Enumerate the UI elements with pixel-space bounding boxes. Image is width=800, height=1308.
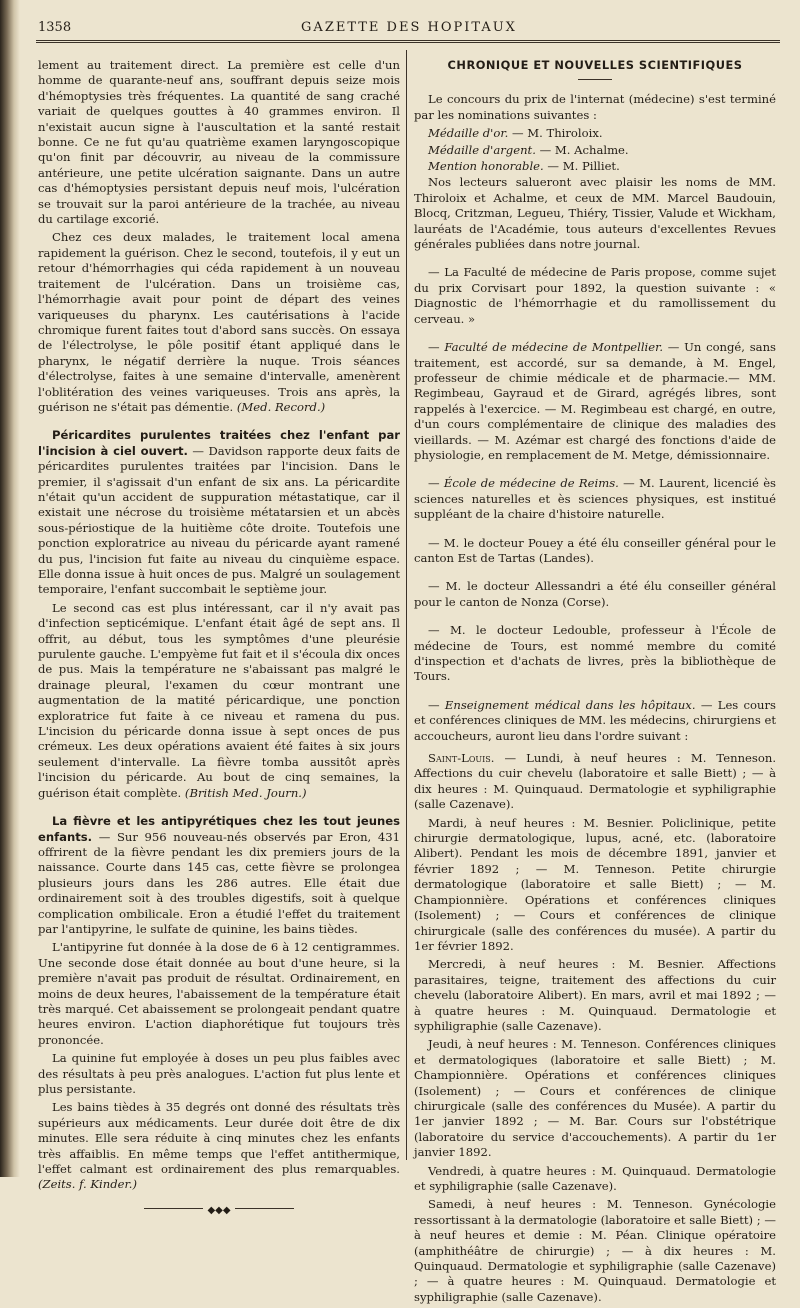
schedule-entry: Mercredi, à neuf heures : M. Besnier. Affections parasitaires, teigne, traitement des affections du cuir chevelu (laboratoire Alibert). En mars, avril et mai 1892 ; — à quatre heures : M. Quinquaud. Dermatologie et syphiligraphie (salle Cazenave). xyxy=(414,957,776,1033)
paragraph: lement au traitement direct. La première est celle d'un homme de quarante-neuf ans, souffrant depuis seize mois d'hémoptysies très fréquentes. La quantité de sang craché variait de quelques gouttes à 40 grammes environ. Il n'existait aucun signe à l'auscultation et la santé restait bonne. Ce ne fut qu'au quatrième examen laryngoscopique qu'on finit par découvrir, au niveau de la commissure antérieure, une petite ulcération saignante. Dans un autre cas d'hémoptysies persistant depuis neuf mois, l'ulcération se trouvait sur la paroi antérieure de la trachée, au niveau du cartilage excorié. xyxy=(38,58,400,227)
news-item: — École de médecine de Reims. — M. Laurent, licencié ès sciences naturelles et ès sciences physiques, est institué suppléant de la chaire d'histoire naturelle. xyxy=(414,476,777,522)
news-item: — M. le docteur Pouey a été élu conseiller général pour le canton Est de Tartas (Landes). xyxy=(414,535,776,565)
source-citation: (Med. Record.) xyxy=(236,399,326,414)
binding-edge xyxy=(0,0,20,1177)
award-line: Médaille d'or. — M. Thiroloix. xyxy=(428,126,603,141)
paragraph: Le concours du prix de l'internat (médecine) s'est terminé par les nominations suivantes : xyxy=(414,92,776,122)
section-rule xyxy=(578,79,612,80)
schedule-entry: Samedi, à neuf heures : M. Tenneson. Gynécologie ressortissant à la dermatologie (laboratoire et salle Biett) ; — à neuf heures et demie : M. Péan. Clinique opératoire (amphithéâtre de chirurgie) ; — à dix heures : M. Quinquaud. Dermatologie et syphiligraphie (salle Cazenave) ; — à quatre heures : M. Quinquaud. Dermatologie et syphiligraphie (salle Cazenave). xyxy=(414,1197,776,1304)
paragraph: Nos lecteurs salueront avec plaisir les noms de MM. Thiroloix et Achalme, et ceux de MM. Marcel Baudouin, Blocq, Critzman, Legueu, Thiéry, Tissier, Valude et Wickham, lauréats de l'Académie, tous auteurs d'excellentes Revues générales publiées dans notre journal. xyxy=(414,175,776,252)
page-header xyxy=(38,12,780,40)
page-number: 1358 xyxy=(38,20,72,35)
paragraph: L'antipyrine fut donnée à la dose de 6 à 12 centigrammes. Une seconde dose était donnée au bout d'une heure, si la première n'avait pas produit de résultat. Ordinairement, en moins de deux heures, l'abaissement de la température était très marqué. Cet abaissement se prolongeait pendant quatre heures environ. L'action diaphorétique fut toujours très prononcée. xyxy=(38,940,400,1047)
schedule-entry: Jeudi, à neuf heures : M. Tenneson. Conférences cliniques et dermatologiques (laboratoire et salle Biett) ; M. Championnière. Opérations et conférences cliniques (Isolement) ; — Cours et conférences de clinique chirurgicale (salle des conférences du Musée). A partir du 1er janvier 1892 ; — M. Bar. Cours sur l'obstétrique (laboratoire du service d'accouchements). A partir du 1er janvier 1892. xyxy=(414,1037,776,1160)
article-title: Péricardites purulentes traitées chez l'enfant par l'incision à ciel ouvert. xyxy=(38,428,400,458)
source-citation: (Zeits. f. Kinder.) xyxy=(38,1177,137,1192)
award-line: Mention honorable. — M. Pilliet. xyxy=(428,159,620,174)
news-item: — M. le docteur Allessandri a été élu conseiller général pour le canton de Nonza (Corse). xyxy=(414,579,776,609)
news-item: — Faculté de médecine de Montpellier. — Un congé, sans traitement, est accordé, sur sa demande, à M. Engel, professeur de chimie médicale et de pharmacie.— MM. Regimbeau, Gayraud et de Girard, agrégés libres, sont rappelés à l'exercice. — M. Regimbeau est chargé, en outre, d'un cours complémentaire de clinique des maladies des vieillards. — M. Azémar est chargé des fonctions d'aide de physiologie, en remplacement de M. Metge, démissionnaire. xyxy=(414,340,776,462)
article-title: La fièvre et les antipyrétiques chez les tout jeunes enfants. xyxy=(38,814,400,844)
end-ornament: ◆◆◆ xyxy=(144,1203,294,1213)
running-title: GAZETTE DES HOPITAUX xyxy=(301,20,517,35)
news-item: — Enseignement médical dans les hôpitaux. — Les cours et conférences cliniques de MM. les médecins, chirurgiens et accoucheurs, auront lieu dans l'ordre suivant : xyxy=(414,697,776,743)
award-line: Médaille d'argent. — M. Achalme. xyxy=(428,142,629,157)
header-rule xyxy=(36,40,780,43)
source-citation: (British Med. Journ.) xyxy=(184,785,307,800)
paragraph: Chez ces deux malades, le traitement local amena rapidement la guérison. Chez le second, toutefois, il y eut un retour d'hémorrhagies qui céda rapidement à un nouveau traitement de l'ulcération. Dans un troisième cas, l'hémorrhagie avait pour point de départ des veines variqueuses du pharynx. Les cautérisations à l'acide chromique furent faites tout d'abord sans succès. On essaya de l'électrolyse, le pôle positif étant appliqué dans le pharynx, le négatif derrière la nuque. Trois séances d'électrolyse, faites à une semaine d'intervalle, amenèrent l'oblitération des veines variqueuses. Trois ans après, la guérison ne s'était pas démentie. (Med. Record.) xyxy=(38,230,400,414)
right-column xyxy=(414,58,776,1308)
paragraph: Le second cas est plus intéressant, car il n'y avait pas d'infection septicémique. L'enfant était âgé de sept ans. Il offrit, au début, tous les symptômes d'une pleurésie purulente gauche. L'empyème fut fait et il s'écoula dix onces de pus. Mais la température ne s'abaissant pas malgré le drainage pleural, l'examen du cœur montrant une augmentation de la matité péricardique, une ponction exploratrice fut faite à ce niveau et ramena du pus. L'incision du péricarde donna issue à sept onces de pus crémeux. Les deux opérations avaient été faites à six jours seulement d'intervalle. La fièvre tomba aussitôt après l'incision du péricarde. Au bout de cinq semaines, la guérison était complète. (British Med. Journ.) xyxy=(38,600,400,800)
news-item: — M. le docteur Ledouble, professeur à l'École de médecine de Tours, est nommé membre du comité d'inspection et d'achats de livres, près la bibliothèque de Tours. xyxy=(414,623,776,684)
article-fievre: La fièvre et les antipyrétiques chez les tout jeunes enfants. — Sur 956 nouveau-nés observés par Eron, 431 offrirent de la fièvre pendant les dix premiers jours de la naissance. Courte dans 145 cas, cette fièvre se prolongea plusieurs jours dans les 286 autres. Elle était due ordinairement soit à des troubles digestifs, soit à quelque complication ombilicale. Eron a étudié l'effet du traitement par l'antipyrine, le sulfate de quinine, les bains tièdes. xyxy=(38,814,400,936)
paragraph: — La Faculté de médecine de Paris propose, comme sujet du prix Corvisart pour 1892, la question suivante : « Diagnostic de l'hémorrhagie et du ramollissement du cerveau. » xyxy=(414,265,776,326)
left-column xyxy=(38,58,400,1216)
column-divider xyxy=(406,50,407,1160)
schedule-entry: Saint-Louis. — Lundi, à neuf heures : M. Tenneson. Affections du cuir chevelu (laboratoire et salle Biett) ; — à dix heures : M. Quinquaud. Dermatologie et syphiligraphie (salle Cazenave). xyxy=(414,751,776,812)
schedule-entry: Mardi, à neuf heures : M. Besnier. Policlinique, petite chirurgie dermatologique, lupus, acné, etc. (laboratoire Alibert). Pendant les mois de décembre 1891, janvier et février 1892 ; — M. Tenneson. Petite chirurgie dermatologique (laboratoire et salle Biett) ; — M. Championnière. Opérations et conférences cliniques (Isolement) ; — Cours et conférences de clinique chirurgicale (salle des conférences du musée). A partir du 1er février 1892. xyxy=(414,815,776,953)
article-pericardites: Péricardites purulentes traitées chez l'enfant par l'incision à ciel ouvert. — Davidson rapporte deux faits de péricardites purulentes traitées par l'incision. Dans le premier, il s'agissait d'un enfant de six ans. La péricardite n'était qu'un accident de suppuration métastatique, car il existait une nécrose du troisième métatarsien et un abcès sous-périostique de la huitième côte droite. Toutefois une ponction exploratrice au niveau du péricarde ayant ramené du pus, l'incision fut faite au niveau du cinquième espace. Elle donna issue à huit onces de pus. Malgré un soulagement temporaire, l'enfant succombait le septième jour. xyxy=(38,428,400,597)
section-title: CHRONIQUE ET NOUVELLES SCIENTIFIQUES xyxy=(447,58,743,72)
schedule-entry: Vendredi, à quatre heures : M. Quinquaud. Dermatologie et syphiligraphie (salle Cazenave). xyxy=(414,1163,776,1193)
paragraph: La quinine fut employée à doses un peu plus faibles avec des résultats à peu près analogues. L'action fut plus lente et plus persistante. xyxy=(38,1051,400,1096)
paragraph: Les bains tièdes à 35 degrés ont donné des résultats très supérieurs aux médicaments. Leur durée doit être de dix minutes. Elle sera réduite à cinq minutes chez les enfants très affaiblis. En même temps que l'effet antithermique, l'effet calmant est ordinairement des plus remarquables. (Zeits. f. Kinder.) xyxy=(38,1100,400,1192)
